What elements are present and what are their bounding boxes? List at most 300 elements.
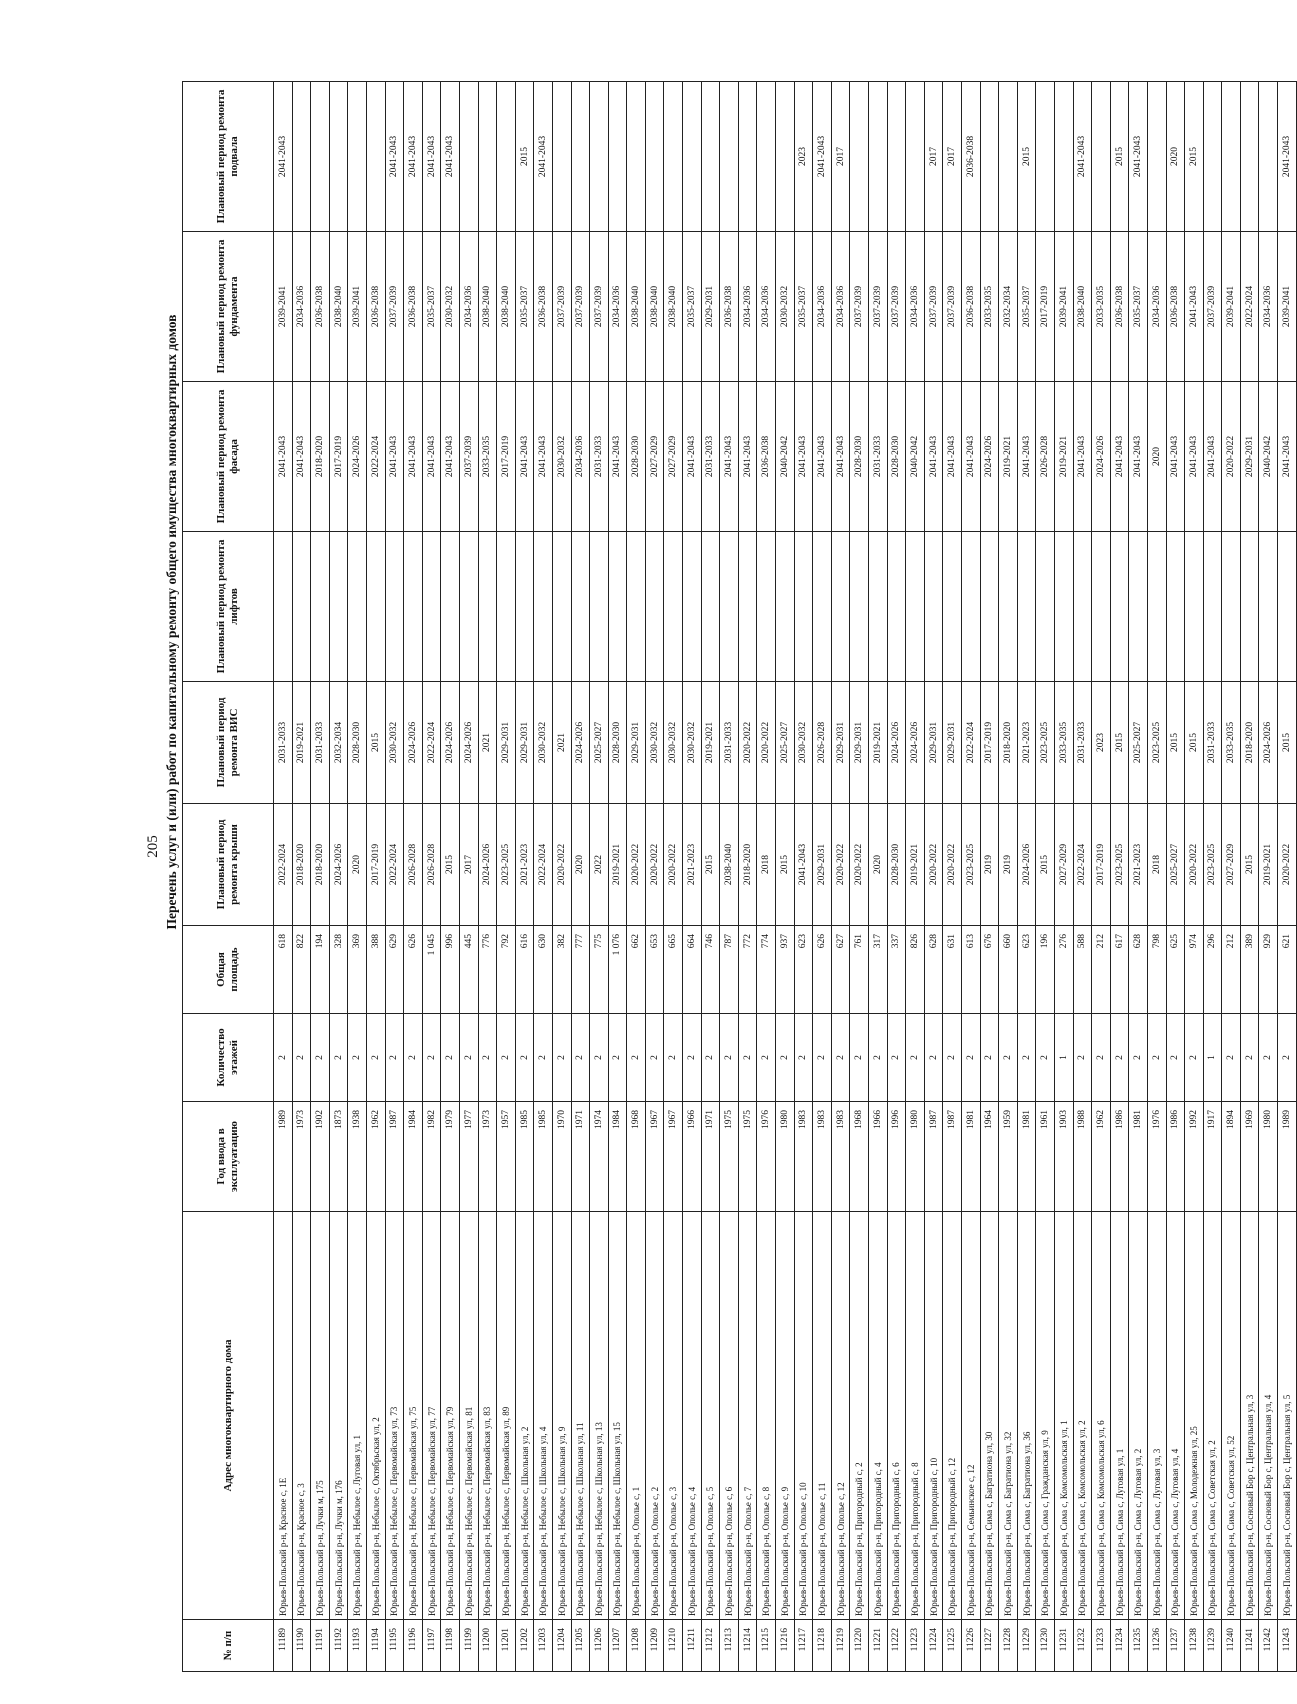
cell-facade: 2041-2043: [924, 382, 943, 532]
cell-roof: 2027-2029: [1222, 804, 1241, 926]
cell-vis: 2015: [1110, 682, 1129, 804]
cell-address: Юрьев-Польский р-н, Ополье с, 3: [664, 1212, 683, 1620]
cell-roof: 2015: [441, 804, 460, 926]
col-header-area: Общая площадь: [183, 926, 274, 1014]
cell-year: 1973: [478, 1102, 497, 1212]
cell-vis: 2015: [1166, 682, 1185, 804]
cell-foundation: 2038-2040: [664, 232, 683, 382]
cell-num: 11232: [1073, 1620, 1092, 1672]
cell-num: 11209: [645, 1620, 664, 1672]
cell-foundation: 2037-2039: [869, 232, 888, 382]
cell-year: 1894: [1222, 1102, 1241, 1212]
cell-foundation: 2036-2038: [1166, 232, 1185, 382]
cell-vis: 2028-2030: [608, 682, 627, 804]
cell-facade: 2017-2019: [329, 382, 348, 532]
table-row: [534, 82, 553, 1672]
cell-roof: 2020-2022: [943, 804, 962, 926]
table-row: [738, 82, 757, 1672]
cell-year: 1979: [441, 1102, 460, 1212]
cell-basement: 2023: [794, 82, 813, 232]
cell-num: 11194: [366, 1620, 385, 1672]
cell-basement: [999, 82, 1018, 232]
cell-roof: 2024-2026: [329, 804, 348, 926]
cell-floors: 2: [292, 1014, 311, 1102]
cell-year: 1983: [794, 1102, 813, 1212]
col-header-vis: Плановый период ремонта ВИС: [183, 682, 274, 804]
cell-roof: 2018: [1147, 804, 1166, 926]
cell-floors: 2: [534, 1014, 553, 1102]
cell-foundation: 2036-2038: [311, 232, 330, 382]
cell-roof: 2020-2022: [924, 804, 943, 926]
cell-facade: 2041-2043: [683, 382, 702, 532]
cell-basement: [1054, 82, 1073, 232]
cell-lift: [720, 532, 739, 682]
cell-area: 626: [404, 926, 423, 1014]
cell-facade: 2036-2038: [757, 382, 776, 532]
cell-basement: [757, 82, 776, 232]
cell-address: Юрьев-Польский р-н, Красное с, 1Е: [274, 1212, 293, 1620]
cell-vis: 2019-2021: [701, 682, 720, 804]
cell-basement: [1147, 82, 1166, 232]
table-row: [497, 82, 516, 1672]
cell-vis: 2030-2032: [534, 682, 553, 804]
cell-vis: 2032-2034: [329, 682, 348, 804]
cell-num: 11226: [961, 1620, 980, 1672]
cell-roof: 2020-2022: [552, 804, 571, 926]
cell-address: Юрьев-Польский р-н, Сима с, Комсомольская ул, 1: [1054, 1212, 1073, 1620]
cell-address: Юрьев-Польский р-н, Красное с, 3: [292, 1212, 311, 1620]
table-row: [478, 82, 497, 1672]
cell-vis: 2019-2021: [869, 682, 888, 804]
cell-basement: [980, 82, 999, 232]
cell-vis: 2024-2026: [459, 682, 478, 804]
cell-vis: 2029-2031: [943, 682, 962, 804]
cell-lift: [813, 532, 832, 682]
cell-year: 1988: [1073, 1102, 1092, 1212]
cell-vis: 2029-2031: [924, 682, 943, 804]
cell-basement: [906, 82, 925, 232]
cell-lift: [608, 532, 627, 682]
cell-basement: [776, 82, 795, 232]
cell-facade: 2022-2024: [366, 382, 385, 532]
cell-floors: 2: [459, 1014, 478, 1102]
cell-num: 11210: [664, 1620, 683, 1672]
cell-year: 1967: [664, 1102, 683, 1212]
cell-vis: 2031-2033: [274, 682, 293, 804]
cell-foundation: 2035-2037: [515, 232, 534, 382]
cell-vis: 2030-2032: [645, 682, 664, 804]
cell-num: 11214: [738, 1620, 757, 1672]
cell-area: 798: [1147, 926, 1166, 1014]
table-row: [1278, 82, 1297, 1672]
cell-area: 628: [1129, 926, 1148, 1014]
cell-foundation: 2034-2036: [292, 232, 311, 382]
cell-foundation: 2035-2037: [1129, 232, 1148, 382]
cell-vis: 2024-2026: [404, 682, 423, 804]
cell-num: 11225: [943, 1620, 962, 1672]
cell-floors: 2: [1240, 1014, 1259, 1102]
cell-year: 1917: [1203, 1102, 1222, 1212]
cell-address: Юрьев-Польский р-н, Ополье с, 9: [776, 1212, 795, 1620]
cell-num: 11199: [459, 1620, 478, 1672]
cell-address: Юрьев-Польский р-н, Небылое с, Октябрьская ул, 2: [366, 1212, 385, 1620]
cell-vis: 2015: [1185, 682, 1204, 804]
cell-area: 445: [459, 926, 478, 1014]
cell-lift: [1017, 532, 1036, 682]
cell-area: 212: [1222, 926, 1241, 1014]
table-row: [608, 82, 627, 1672]
cell-address: Юрьев-Польский р-н, Небылое с, Школьная ул, 4: [534, 1212, 553, 1620]
cell-num: 11228: [999, 1620, 1018, 1672]
cell-vis: 2024-2026: [571, 682, 590, 804]
cell-address: Юрьев-Польский р-н, Сима с, Луговая ул, 2: [1129, 1212, 1148, 1620]
cell-num: 11217: [794, 1620, 813, 1672]
col-header-year: Год ввода в эксплуатацию: [183, 1102, 274, 1212]
cell-floors: 2: [385, 1014, 404, 1102]
cell-basement: [608, 82, 627, 232]
cell-foundation: 2037-2039: [924, 232, 943, 382]
cell-area: 631: [943, 926, 962, 1014]
cell-num: 11216: [776, 1620, 795, 1672]
cell-area: 625: [1166, 926, 1185, 1014]
cell-roof: 2017: [459, 804, 478, 926]
cell-lift: [441, 532, 460, 682]
cell-facade: 2031-2033: [590, 382, 609, 532]
cell-num: 11198: [441, 1620, 460, 1672]
cell-lift: [534, 532, 553, 682]
cell-foundation: 2041-2043: [1185, 232, 1204, 382]
cell-lift: [1203, 532, 1222, 682]
cell-roof: 2020-2022: [645, 804, 664, 926]
cell-vis: 2021: [552, 682, 571, 804]
cell-foundation: 2035-2037: [422, 232, 441, 382]
cell-facade: 2031-2033: [869, 382, 888, 532]
table-row: [590, 82, 609, 1672]
cell-foundation: 2034-2036: [1259, 232, 1278, 382]
cell-area: 775: [590, 926, 609, 1014]
capital-repair-table: [182, 81, 1297, 1672]
cell-address: Юрьев-Польский р-н, Пригородный с, 2: [850, 1212, 869, 1620]
cell-address: Юрьев-Польский р-н, Ополье с, 2: [645, 1212, 664, 1620]
cell-facade: 2041-2043: [1110, 382, 1129, 532]
cell-lift: [664, 532, 683, 682]
cell-address: Юрьев-Польский р-н, Небылое с, Первомайская ул, 73: [385, 1212, 404, 1620]
cell-lift: [961, 532, 980, 682]
cell-facade: 2037-2039: [459, 382, 478, 532]
table-row: [1017, 82, 1036, 1672]
cell-basement: 2041-2043: [274, 82, 293, 232]
cell-basement: [701, 82, 720, 232]
cell-area: 369: [348, 926, 367, 1014]
cell-foundation: 2032-2034: [999, 232, 1018, 382]
cell-area: 774: [757, 926, 776, 1014]
cell-year: 1975: [738, 1102, 757, 1212]
col-header-address: Адрес многоквартирного дома: [183, 1212, 274, 1620]
cell-year: 1970: [552, 1102, 571, 1212]
cell-area: 627: [831, 926, 850, 1014]
cell-num: 11207: [608, 1620, 627, 1672]
cell-num: 11205: [571, 1620, 590, 1672]
cell-foundation: 2029-2031: [701, 232, 720, 382]
cell-foundation: 2038-2040: [478, 232, 497, 382]
cell-year: 1902: [311, 1102, 330, 1212]
cell-address: Юрьев-Польский р-н, Пригородный с, 4: [869, 1212, 888, 1620]
cell-vis: 2028-2030: [348, 682, 367, 804]
cell-basement: [850, 82, 869, 232]
cell-roof: 2017-2019: [366, 804, 385, 926]
cell-num: 11239: [1203, 1620, 1222, 1672]
table-row: [422, 82, 441, 1672]
cell-address: Юрьев-Польский р-н, Сима с, Багратиона ул, 32: [999, 1212, 1018, 1620]
cell-vis: 2031-2033: [1203, 682, 1222, 804]
cell-roof: 2019-2021: [608, 804, 627, 926]
cell-floors: 2: [1166, 1014, 1185, 1102]
cell-roof: 2020-2022: [1185, 804, 1204, 926]
table-row: [831, 82, 850, 1672]
table-row: [980, 82, 999, 1672]
table-row: [924, 82, 943, 1672]
cell-area: 276: [1054, 926, 1073, 1014]
cell-area: 317: [869, 926, 888, 1014]
cell-address: Юрьев-Польский р-н, Лучки м, 176: [329, 1212, 348, 1620]
table-row: [645, 82, 664, 1672]
cell-foundation: 2034-2036: [813, 232, 832, 382]
cell-address: Юрьев-Польский р-н, Сима с, Гражданская ул, 9: [1036, 1212, 1055, 1620]
cell-floors: 2: [1110, 1014, 1129, 1102]
cell-basement: [1222, 82, 1241, 232]
cell-num: 11190: [292, 1620, 311, 1672]
cell-floors: 2: [422, 1014, 441, 1102]
cell-floors: 2: [664, 1014, 683, 1102]
cell-foundation: 2035-2037: [1017, 232, 1036, 382]
cell-year: 1989: [1278, 1102, 1297, 1212]
cell-floors: 2: [738, 1014, 757, 1102]
cell-facade: 2020: [1147, 382, 1166, 532]
cell-basement: [887, 82, 906, 232]
cell-lift: [1036, 532, 1055, 682]
cell-lift: [311, 532, 330, 682]
table-row: [1259, 82, 1278, 1672]
cell-facade: 2018-2020: [311, 382, 330, 532]
cell-foundation: 2036-2038: [366, 232, 385, 382]
cell-facade: 2041-2043: [385, 382, 404, 532]
cell-facade: 2041-2043: [1073, 382, 1092, 532]
cell-year: 1981: [961, 1102, 980, 1212]
cell-num: 11192: [329, 1620, 348, 1672]
cell-floors: 2: [497, 1014, 516, 1102]
cell-year: 1962: [366, 1102, 385, 1212]
cell-floors: 2: [645, 1014, 664, 1102]
cell-basement: 2041-2043: [1129, 82, 1148, 232]
cell-roof: 2041-2043: [794, 804, 813, 926]
cell-num: 11227: [980, 1620, 999, 1672]
cell-vis: 2030-2032: [385, 682, 404, 804]
cell-floors: 2: [311, 1014, 330, 1102]
cell-area: 616: [515, 926, 534, 1014]
cell-facade: 2034-2036: [571, 382, 590, 532]
cell-address: Юрьев-Польский р-н, Ополье с, 8: [757, 1212, 776, 1620]
cell-facade: 2028-2030: [850, 382, 869, 532]
cell-floors: 2: [329, 1014, 348, 1102]
cell-num: 11221: [869, 1620, 888, 1672]
cell-area: 826: [906, 926, 925, 1014]
cell-roof: 2015: [1240, 804, 1259, 926]
cell-area: 630: [534, 926, 553, 1014]
cell-vis: 2022-2024: [422, 682, 441, 804]
cell-roof: 2022-2024: [385, 804, 404, 926]
cell-foundation: 2033-2035: [1092, 232, 1111, 382]
table-row: [571, 82, 590, 1672]
cell-floors: 2: [683, 1014, 702, 1102]
table-row: [348, 82, 367, 1672]
cell-vis: 2029-2031: [497, 682, 516, 804]
cell-facade: 2024-2026: [1092, 382, 1111, 532]
cell-basement: 2041-2043: [404, 82, 423, 232]
table-row: [1092, 82, 1111, 1672]
cell-area: 746: [701, 926, 720, 1014]
cell-basement: 2020: [1166, 82, 1185, 232]
cell-area: 761: [850, 926, 869, 1014]
cell-basement: 2015: [1185, 82, 1204, 232]
cell-foundation: 2039-2041: [1278, 232, 1297, 382]
cell-year: 1961: [1036, 1102, 1055, 1212]
cell-address: Юрьев-Польский р-н, Небылое с, Первомайская ул, 75: [404, 1212, 423, 1620]
cell-basement: [720, 82, 739, 232]
cell-facade: 2041-2043: [1129, 382, 1148, 532]
cell-floors: 2: [608, 1014, 627, 1102]
cell-address: Юрьев-Польский р-н, Небылое с, Первомайская ул, 89: [497, 1212, 516, 1620]
cell-foundation: 2034-2036: [459, 232, 478, 382]
cell-area: 388: [366, 926, 385, 1014]
cell-roof: 2021-2023: [515, 804, 534, 926]
cell-basement: [1240, 82, 1259, 232]
cell-lift: [348, 532, 367, 682]
cell-foundation: 2036-2038: [961, 232, 980, 382]
cell-basement: 2017: [943, 82, 962, 232]
cell-roof: 2017-2019: [1092, 804, 1111, 926]
cell-floors: 2: [571, 1014, 590, 1102]
table-row: [887, 82, 906, 1672]
cell-facade: 2040-2042: [1259, 382, 1278, 532]
cell-lift: [645, 532, 664, 682]
cell-facade: 2041-2043: [1017, 382, 1036, 532]
cell-year: 1980: [776, 1102, 795, 1212]
cell-year: 1984: [608, 1102, 627, 1212]
table-row: [943, 82, 962, 1672]
cell-basement: 2041-2043: [534, 82, 553, 232]
cell-vis: 2019-2021: [292, 682, 311, 804]
cell-vis: 2018-2020: [999, 682, 1018, 804]
cell-year: 1976: [1147, 1102, 1166, 1212]
cell-area: 787: [720, 926, 739, 1014]
cell-area: 676: [980, 926, 999, 1014]
table-row: [515, 82, 534, 1672]
cell-floors: 2: [887, 1014, 906, 1102]
cell-lift: [404, 532, 423, 682]
cell-lift: [552, 532, 571, 682]
cell-foundation: 2034-2036: [906, 232, 925, 382]
cell-foundation: 2039-2041: [348, 232, 367, 382]
cell-roof: 2015: [701, 804, 720, 926]
cell-year: 1969: [1240, 1102, 1259, 1212]
cell-roof: 2022: [590, 804, 609, 926]
cell-basement: [1259, 82, 1278, 232]
cell-facade: 2024-2026: [348, 382, 367, 532]
cell-facade: 2041-2043: [1185, 382, 1204, 532]
cell-basement: [348, 82, 367, 232]
cell-lift: [738, 532, 757, 682]
cell-num: 11238: [1185, 1620, 1204, 1672]
cell-area: 772: [738, 926, 757, 1014]
table-row: [813, 82, 832, 1672]
cell-roof: 2026-2028: [422, 804, 441, 926]
table-row: [906, 82, 925, 1672]
cell-vis: 2031-2033: [720, 682, 739, 804]
cell-num: 11230: [1036, 1620, 1055, 1672]
cell-floors: 2: [850, 1014, 869, 1102]
cell-vis: 2021: [478, 682, 497, 804]
cell-basement: [292, 82, 311, 232]
cell-lift: [1278, 532, 1297, 682]
cell-area: 653: [645, 926, 664, 1014]
cell-basement: [664, 82, 683, 232]
table-row: [683, 82, 702, 1672]
cell-foundation: 2034-2036: [1147, 232, 1166, 382]
cell-vis: 2025-2027: [1129, 682, 1148, 804]
cell-num: 11191: [311, 1620, 330, 1672]
cell-num: 11231: [1054, 1620, 1073, 1672]
cell-address: Юрьев-Польский р-н, Ополье с, 12: [831, 1212, 850, 1620]
cell-floors: 2: [366, 1014, 385, 1102]
cell-basement: [459, 82, 478, 232]
cell-floors: 2: [1147, 1014, 1166, 1102]
cell-address: Юрьев-Польский р-н, Сосновый Бор с, Центральная ул, 5: [1278, 1212, 1297, 1620]
cell-lift: [1240, 532, 1259, 682]
cell-address: Юрьев-Польский р-н, Семьинское с, 12: [961, 1212, 980, 1620]
cell-area: 626: [813, 926, 832, 1014]
cell-area: 328: [329, 926, 348, 1014]
cell-num: 11240: [1222, 1620, 1241, 1672]
cell-lift: [292, 532, 311, 682]
cell-lift: [1185, 532, 1204, 682]
cell-area: 929: [1259, 926, 1278, 1014]
cell-address: Юрьев-Польский р-н, Сима с, Багратиона ул, 36: [1017, 1212, 1036, 1620]
cell-basement: [645, 82, 664, 232]
cell-basement: 2017: [924, 82, 943, 232]
cell-area: 664: [683, 926, 702, 1014]
cell-foundation: 2039-2041: [274, 232, 293, 382]
table-row: [869, 82, 888, 1672]
cell-basement: [571, 82, 590, 232]
cell-foundation: 2037-2039: [571, 232, 590, 382]
cell-roof: 2018-2020: [311, 804, 330, 926]
cell-vis: 2033-2035: [1222, 682, 1241, 804]
cell-floors: 2: [813, 1014, 832, 1102]
cell-year: 1992: [1185, 1102, 1204, 1212]
cell-address: Юрьев-Польский р-н, Пригородный с, 10: [924, 1212, 943, 1620]
table-row: [1240, 82, 1259, 1672]
cell-foundation: 2038-2040: [645, 232, 664, 382]
cell-basement: 2036-2038: [961, 82, 980, 232]
cell-num: 11223: [906, 1620, 925, 1672]
cell-lift: [1054, 532, 1073, 682]
table-row: [274, 82, 293, 1672]
cell-num: 11195: [385, 1620, 404, 1672]
cell-vis: 2023-2025: [1036, 682, 1055, 804]
cell-address: Юрьев-Польский р-н, Сима с, Луговая ул, 3: [1147, 1212, 1166, 1620]
cell-basement: [1203, 82, 1222, 232]
cell-address: Юрьев-Польский р-н, Сосновый Бор с, Центральная ул, 3: [1240, 1212, 1259, 1620]
